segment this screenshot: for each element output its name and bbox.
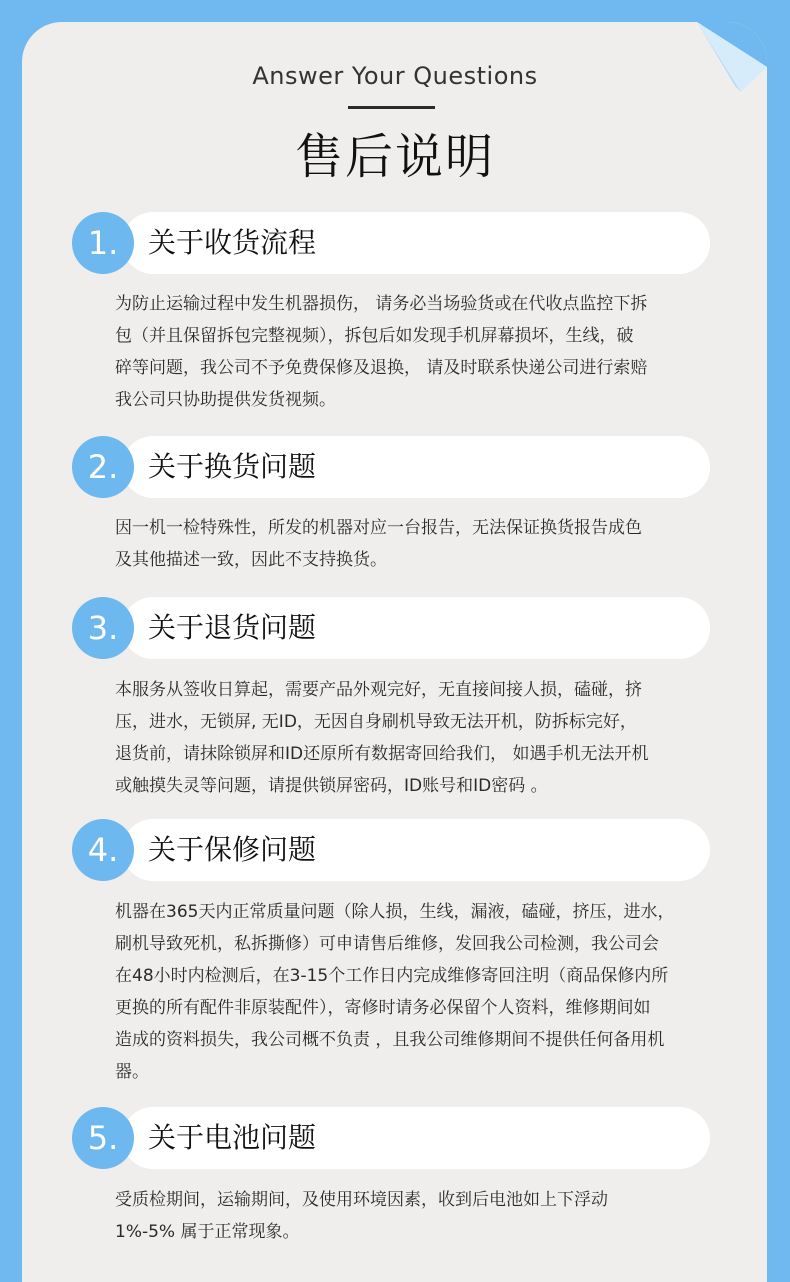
- section-number-badge: 2.: [72, 436, 134, 498]
- section-number-badge: 1.: [72, 212, 134, 274]
- section-header-1: [72, 212, 710, 274]
- section-header-3: [72, 597, 710, 659]
- section-header-2: [72, 436, 710, 498]
- section-number-badge: 4.: [72, 819, 134, 881]
- section-title: 关于保修问题: [148, 833, 317, 866]
- section-title: 关于换货问题: [148, 450, 317, 483]
- section-title: 关于退货问题: [148, 611, 317, 644]
- section-title: 关于电池问题: [148, 1121, 317, 1154]
- section-body-4: 机器在365天内正常质量问题（除人损，生线，漏液，磕碰，挤压，进水， 刷机导致死机，私拆撕修）可申请售后维修，发回我公司检测，我公司会 在48小时内检测后，在3-15个工作日内完成维修寄回注明（商品保修内所 更换的所有配件非原装配件），寄修时请务必保留个人资料，维修期间如 造成的资料损失，我公司概不负责 ，且我公司维修期间不提供任何备用机 器。: [115, 902, 675, 1082]
- section-body-5: 受质检期间，运输期间，及使用环境因素，收到后电池如上下浮动 1%-5% 属于正常现象。: [115, 1190, 608, 1242]
- section-header-4: [72, 819, 710, 881]
- section-title: 关于收货流程: [148, 226, 317, 259]
- section-body-2: 因一机一检特殊性，所发的机器对应一台报告，无法保证换货报告成色 及其他描述一致，因此不支持换货。: [115, 518, 642, 570]
- subtitle-english: Answer Your Questions: [252, 62, 538, 90]
- section-body-3: 本服务从签收日算起，需要产品外观完好，无直接间接人损，磕碰，挤 压，进水，无锁屏, 无ID，无因自身刷机导致无法开机，防拆标完好， 退货前，请抹除锁屏和ID还原所有数据寄回给我们， 如遇手机无法开机 或触摸失灵等问题，请提供锁屏密码，ID账号和ID密码 。: [115, 680, 649, 796]
- section-number-badge: 5.: [72, 1107, 134, 1169]
- section-header-5: [72, 1107, 710, 1169]
- title-underline: [348, 106, 435, 109]
- section-number-badge: 3.: [72, 597, 134, 659]
- section-body-1: 为防止运输过程中发生机器损伤， 请务必当场验货或在代收点监控下拆 包（并且保留拆包完整视频），拆包后如发现手机屏幕损坏，生线，破 碎等问题，我公司不予免费保修及退换， 请及时联系快递公司进行索赔 我公司只协助提供发货视频。: [115, 294, 648, 410]
- page-title: 售后说明: [294, 129, 495, 185]
